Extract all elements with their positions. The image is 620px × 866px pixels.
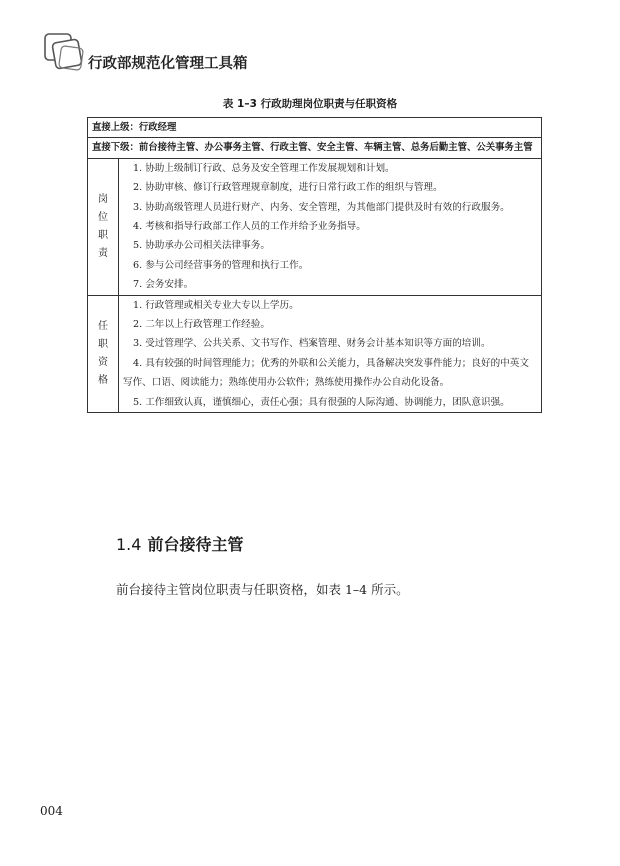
section-number: 1.4 [116,535,142,554]
duties-label-char: 位 [98,211,108,223]
qualifications-label-char: 任 [98,320,108,332]
qualification-item: 4. 具有较强的时间管理能力；优秀的外联和公关能力，具备解决突发事件能力；良好的中英文写作、口语、阅读能力；熟练使用办公软件；熟练使用操作办公自动化设备。 [123,357,529,389]
duty-item: 5. 协助承办公司相关法律事务。 [133,240,270,252]
section-title-text: 前台接待主管 [147,535,244,554]
qualifications-list [119,295,542,412]
qualifications-label-char: 资 [98,356,108,368]
duties-label-char: 岗 [98,193,108,205]
qualifications-label-char: 格 [98,374,108,386]
duty-item: 7. 会务安排。 [133,279,194,291]
book-header-title: 行政部规范化管理工具箱 [88,56,248,72]
duties-label [88,158,119,295]
qualification-item: 2. 二年以上行政管理工作经验。 [133,319,270,331]
direct-superior: 直接上级：行政经理 [88,118,542,138]
page-number: 004 [40,804,63,818]
direct-subordinate: 直接下级：前台接待主管、办公事务主管、行政主管、安全主管、车辆主管、总务后勤主管、公关事务主管 [88,138,542,158]
duty-item: 3. 协助高级管理人员进行财产、内务、安全管理，为其他部门提供及时有效的行政服务。 [133,201,510,213]
superior-row [88,118,542,138]
qualifications-row [88,295,542,412]
table-caption: 表 1–3 行政助理岗位职责与任职资格 [222,98,398,110]
duty-item: 1. 协助上级制订行政、总务及安全管理工作发展规划和计划。 [133,162,395,174]
section-heading [116,532,243,555]
duties-row [88,158,542,295]
duty-item: 2. 协助审核、修订行政管理规章制度，进行日常行政工作的组织与管理。 [133,182,443,194]
header-logo-icon [42,30,88,76]
duties-label-char: 职 [98,229,108,241]
duties-label-char: 责 [98,247,108,259]
subordinate-row [88,138,542,158]
qualification-item: 3. 受过管理学、公共关系、文书写作、档案管理、财务会计基本知识等方面的培训。 [133,338,491,350]
duty-item: 4. 考核和指导行政部工作人员的工作并给予业务指导。 [133,221,366,233]
qualification-item: 5. 工作细致认真，谨慎细心，责任心强；具有很强的人际沟通、协调能力，团队意识强。 [133,396,510,408]
body-paragraph: 前台接待主管岗位职责与任职资格，如表 1–4 所示。 [116,582,409,597]
duties-list [119,158,542,295]
duty-item: 6. 参与公司经营事务的管理和执行工作。 [133,259,309,271]
qualification-item: 1. 行政管理或相关专业大专以上学历。 [133,299,299,311]
qualifications-label [88,295,119,412]
qualifications-label-char: 职 [98,338,108,350]
job-description-table [87,117,542,413]
